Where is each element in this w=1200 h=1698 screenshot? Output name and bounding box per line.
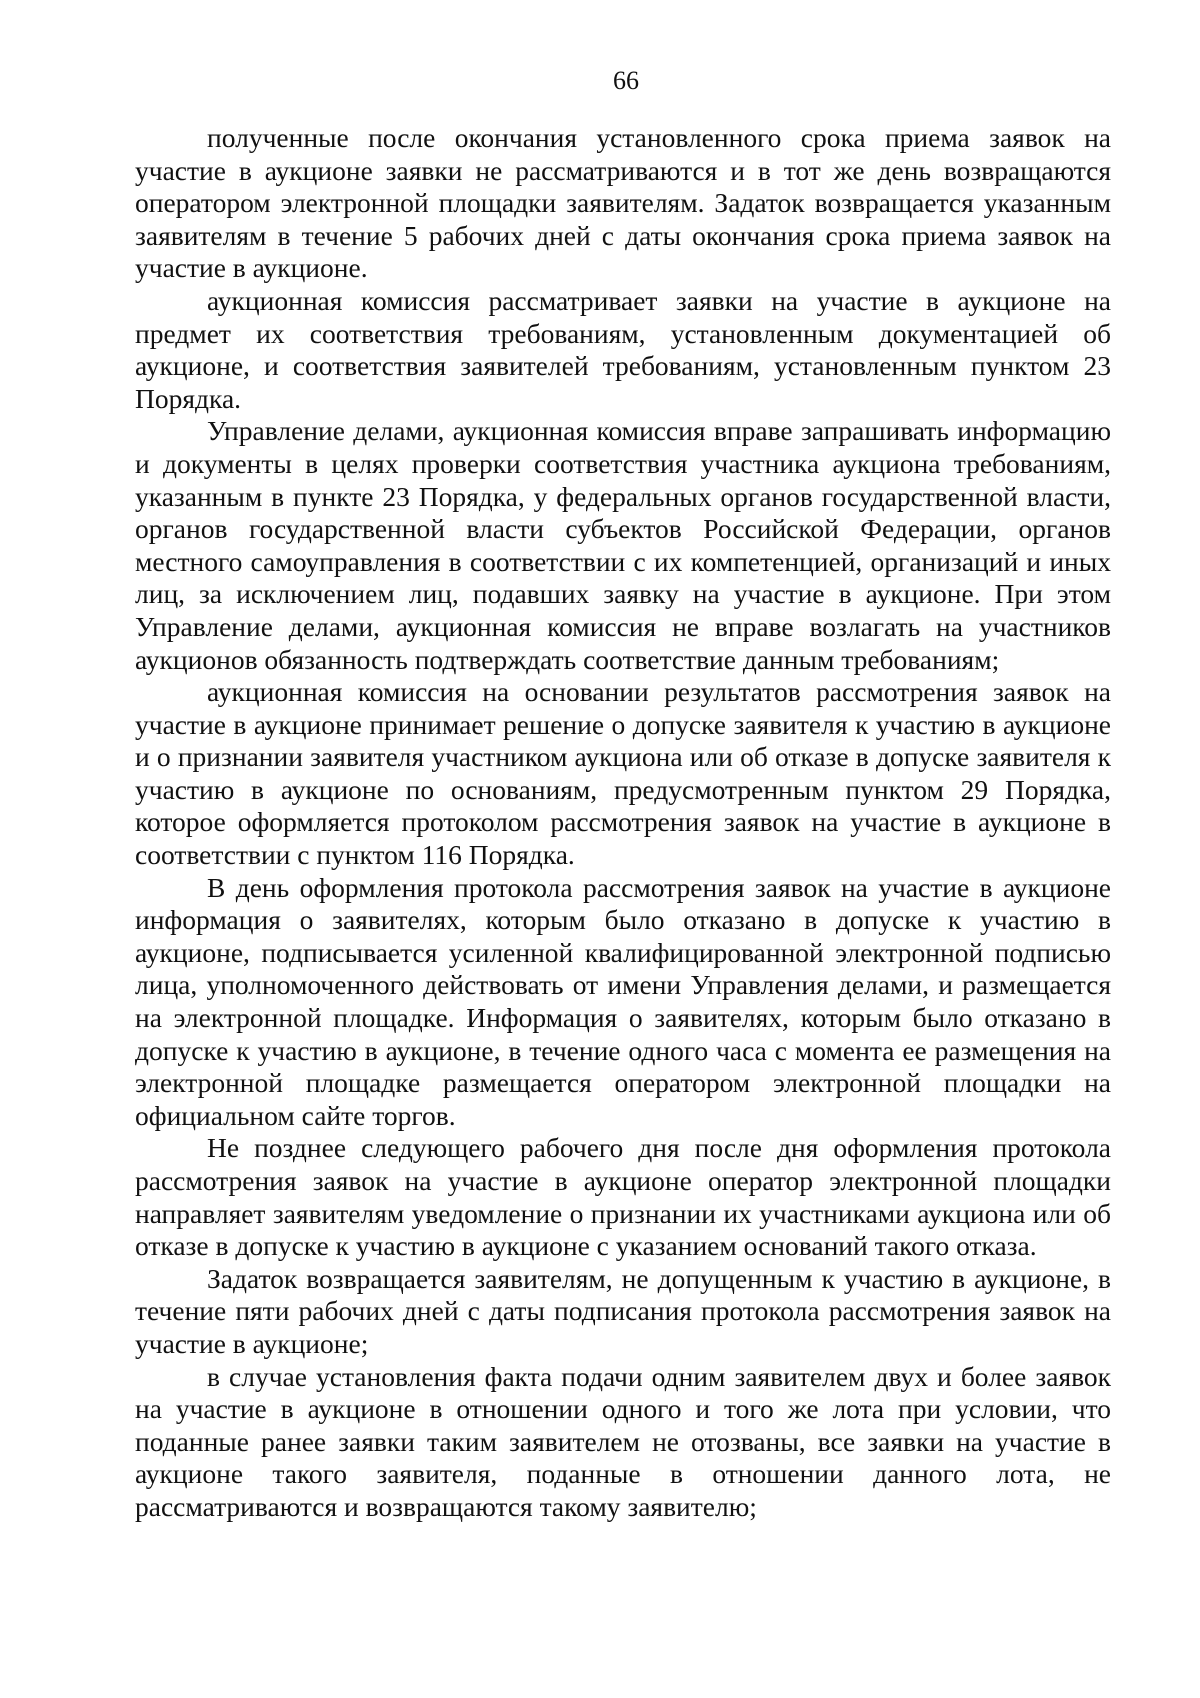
paragraph-information-requests: Управление делами, аукционная комиссия вправе запрашивать информацию и документы в целях проверки соответствия участника аукциона требованиям, указанным в пункте 23 Порядка, у федеральных органов государственной власти, органов государственной власти субъектов Российской Федерации, органов местного самоуправления в соответствии с их компетенцией, организаций и иных лиц, за исключением лиц, подавших заявку на участие в аукционе. При этом Управление делами, аукционная комиссия не вправе возлагать на участников аукционов обязанность подтверждать соответствие данным требованиям; <box>135 415 1111 675</box>
paragraph-admission-decision: аукционная комиссия на основании результатов рассмотрения заявок на участие в аукционе принимает решение о допуске заявителя к участию в аукционе и о признании заявителя участником аукциона или об отказе в допуске заявителя к участию в аукционе по основаниям, предусмотренным пунктом 29 Порядка, которое оформляется протоколом рассмотрения заявок на участие в аукционе в соответствии с пунктом 116 Порядка. <box>135 676 1111 871</box>
paragraph-rejection-info: В день оформления протокола рассмотрения заявок на участие в аукционе информация о заявителях, которым было отказано в допуске к участию в аукционе, подписывается усиленной квалифицированной электронной подписью лица, уполномоченного действовать от имени Управления делами, и размещается на электронной площадке. Информация о заявителях, которым было отказано в допуске к участию в аукционе, в течение одного часа с момента ее размещения на электронной площадке размещается оператором электронной площадки на официальном сайте торгов. <box>135 871 1111 1131</box>
paragraph-late-applications: полученные после окончания установленного срока приема заявок на участие в аукционе заявки не рассматриваются и в тот же день возвращаются оператором электронной площадки заявителям. Задаток возвращается указанным заявителям в течение 5 рабочих дней с даты окончания срока приема заявок на участие в аукционе. <box>135 122 1111 284</box>
paragraph-deposit-return: Задаток возвращается заявителям, не допущенным к участию в аукционе, в течение пяти рабочих дней с даты подписания протокола рассмотрения заявок на участие в аукционе; <box>135 1262 1111 1359</box>
paragraph-duplicate-applications: в случае установления факта подачи одним заявителем двух и более заявок на участие в аукционе в отношении одного и того же лота при условии, что поданные ранее заявки таким заявителем не отозваны, все заявки на участие в аукционе такого заявителя, поданные в отношении данного лота, не рассматриваются и возвращаются такому заявителю; <box>135 1360 1111 1522</box>
paragraph-operator-notification: Не позднее следующего рабочего дня после дня оформления протокола рассмотрения заявок на участие в аукционе оператор электронной площадки направляет заявителям уведомление о признании их участниками аукциона или об отказе в допуске к участию в аукционе с указанием оснований такого отказа. <box>135 1132 1111 1262</box>
page-number: 66 <box>613 66 639 95</box>
document-body <box>135 122 1111 1524</box>
paragraph-commission-review: аукционная комиссия рассматривает заявки на участие в аукционе на предмет их соответствия требованиям, установленным документацией об аукционе, и соответствия заявителей требованиям, установленным пунктом 23 Порядка. <box>135 284 1111 414</box>
